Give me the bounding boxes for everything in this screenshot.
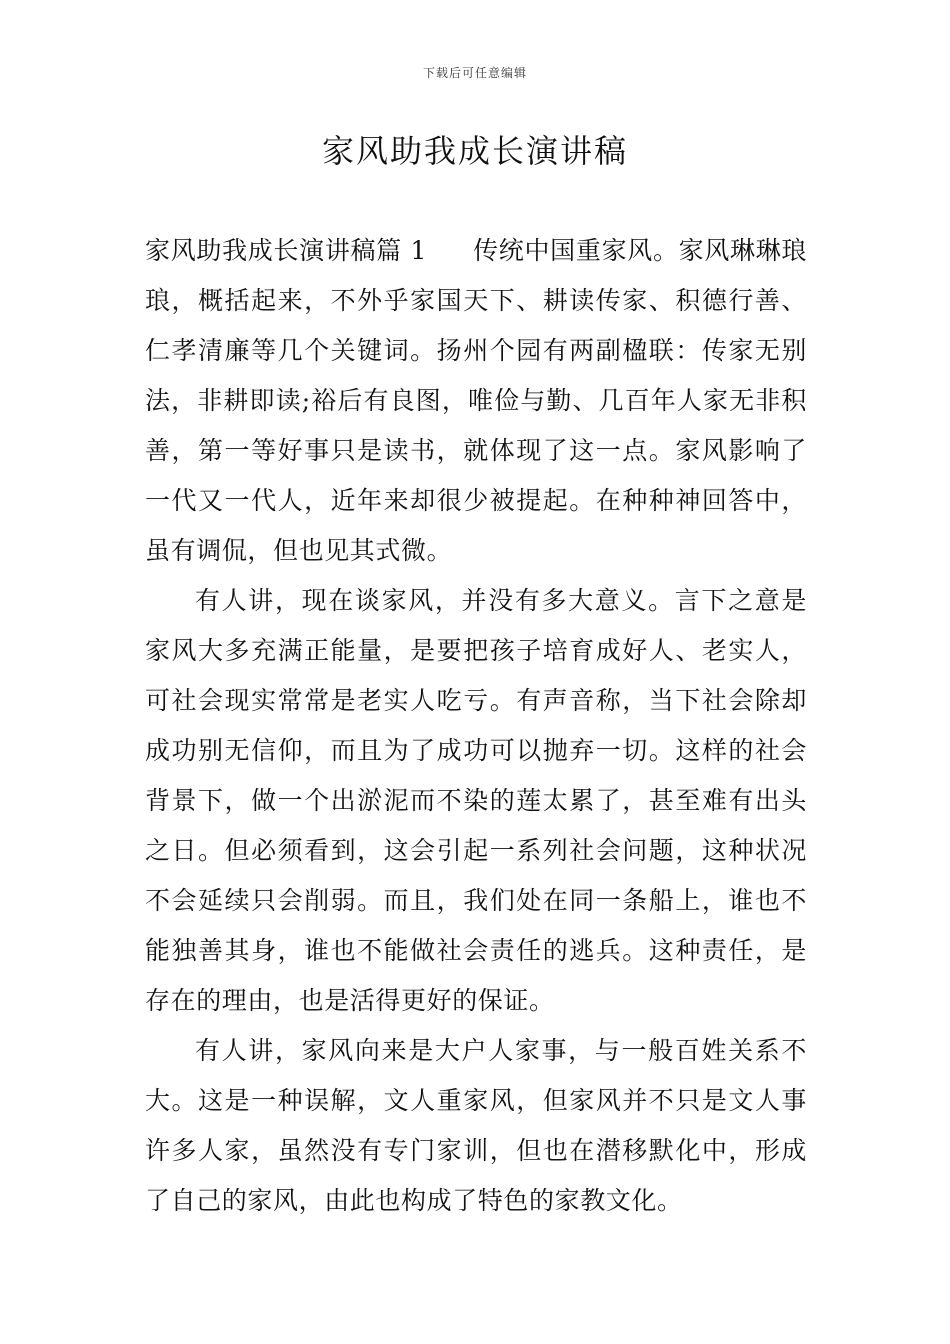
paragraph-3: 有人讲，家风向来是大户人家事，与一般百姓关系不大。这是一种误解，文人重家风，但家风并不只是文人事许多人家，虽然没有专门家训，但也在潜移默化中，形成了自己的家风，由此也构成了特色的家教文化。 xyxy=(145,1036,807,1215)
header-note: 下载后可任意编辑 xyxy=(422,66,527,80)
document-body xyxy=(145,226,807,1226)
page-title: 家风助我成长演讲稿 xyxy=(321,132,628,170)
paragraph-2: 有人讲，现在谈家风，并没有多大意义。言下之意是家风大多充满正能量，是要把孩子培育成好人、老实人，可社会现实常常是老实人吃亏。有声音称，当下社会除却成功别无信仰，而且为了成功可以抛弃一切。这样的社会背景下，做一个出淤泥而不染的莲太累了，甚至难有出头之日。但必须看到，这会引起一系列社会问题，这种状况不会延续只会削弱。而且，我们处在同一条船上，谁也不能独善其身，谁也不能做社会责任的逃兵。这种责任，是存在的理由，也是活得更好的保证。 xyxy=(145,586,807,1015)
paragraph-1 xyxy=(145,226,807,576)
section-label: 家风助我成长演讲稿篇 1 xyxy=(145,236,428,265)
paragraph-1-text: 传统中国重家风。家风琳琳琅琅，概括起来，不外乎家国天下、耕读传家、积德行善、仁孝清廉等几个关键词。扬州个园有两副楹联：传家无别法，非耕即读;裕后有良图，唯俭与勤、几百年人家无非积善，第一等好事只是读书，就体现了这一点。家风影响了一代又一代人，近年来却很少被提起。在种种神回答中，虽有调侃，但也见其式微。 xyxy=(145,236,807,565)
